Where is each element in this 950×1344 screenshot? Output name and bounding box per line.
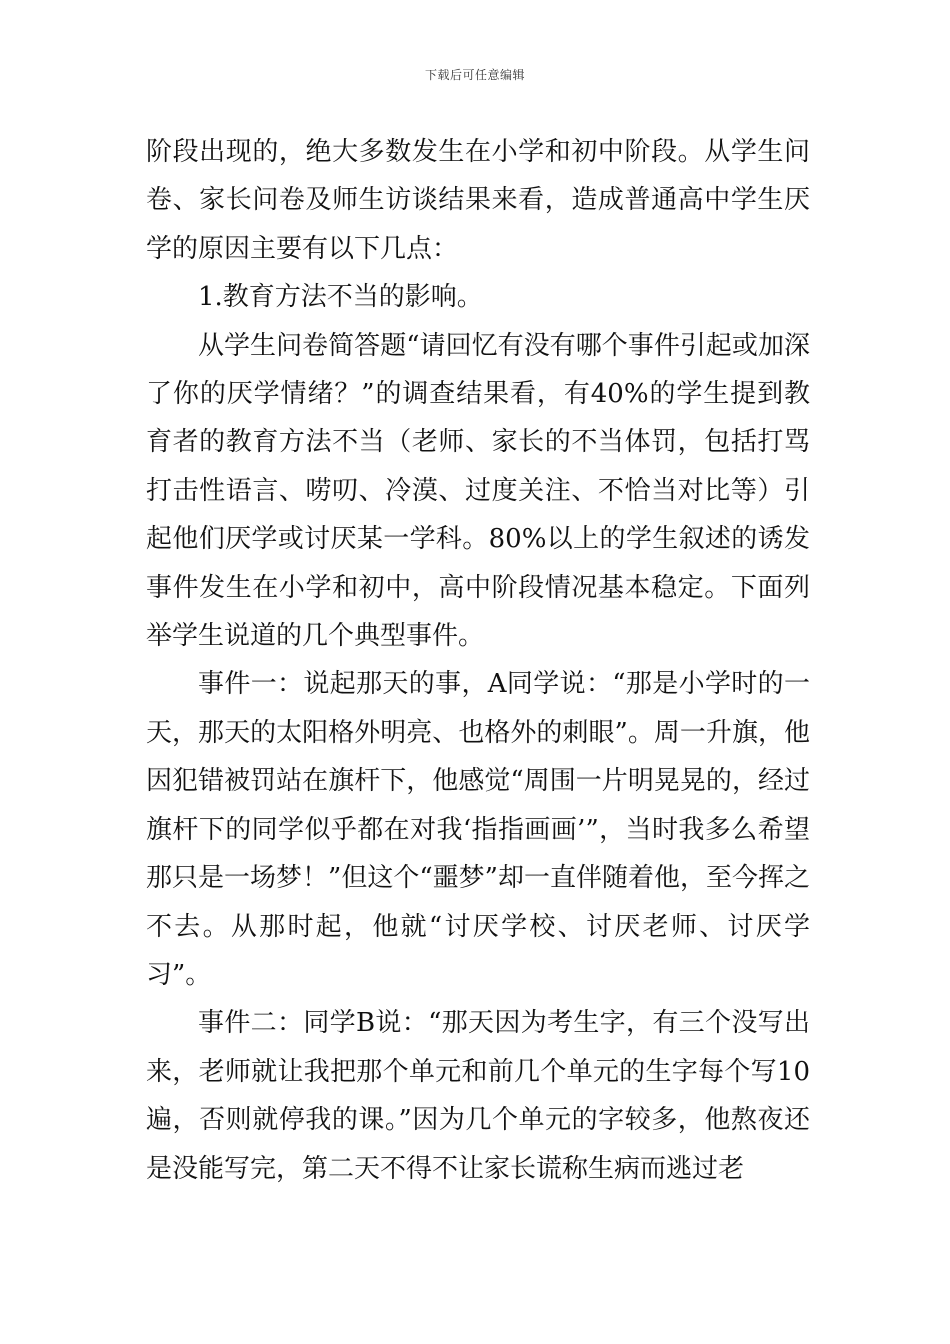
section-heading-teaching-methods: 1.教育方法不当的影响。 xyxy=(198,282,483,313)
page-header: 下载后可任意编辑 xyxy=(424,68,525,82)
paragraph-survey-results: 从学生问卷简答题“请回忆有没有哪个事件引起或加深了你的厌学情绪？”的调查结果看，有40%的学生提到教育者的教育方法不当（老师、家长的不当体罚，包括打骂打击性语言、唠叨、冷漠、过度关注、不恰当对比等）引起他们厌学或讨厌某一学科。80%以上的学生叙述的诱发事件发生在小学和初中，高中阶段情况基本稳定。下面列举学生说道的几个典型事件。 xyxy=(146,330,810,652)
paragraph-event-one: 事件一：说起那天的事，A同学说：“那是小学时的一天，那天的太阳格外明亮、也格外的刺眼”。周一升旗，他因犯错被罚站在旗杆下，他感觉“周围一片明晃晃的，经过旗杆下的同学似乎都在对我‘指指画画’”，当时我多么希望那只是一场梦！”但这个“噩梦”却一直伴随着他，至今挥之不去。从那时起，他就“讨厌学校、讨厌老师、讨厌学习”。 xyxy=(146,669,810,990)
document-body xyxy=(146,128,810,1193)
paragraph-event-two: 事件二：同学B说：“那天因为考生字，有三个没写出来，老师就让我把那个单元和前几个单元的生字每个写10遍，否则就停我的课。”因为几个单元的字较多，他熬夜还是没能写完，第二天不得不让家长谎称生病而逃过老 xyxy=(146,1008,810,1184)
paragraph-causes-intro: 阶段出现的，绝大多数发生在小学和初中阶段。从学生问卷、家长问卷及师生访谈结果来看，造成普通高中学生厌学的原因主要有以下几点： xyxy=(146,137,810,264)
